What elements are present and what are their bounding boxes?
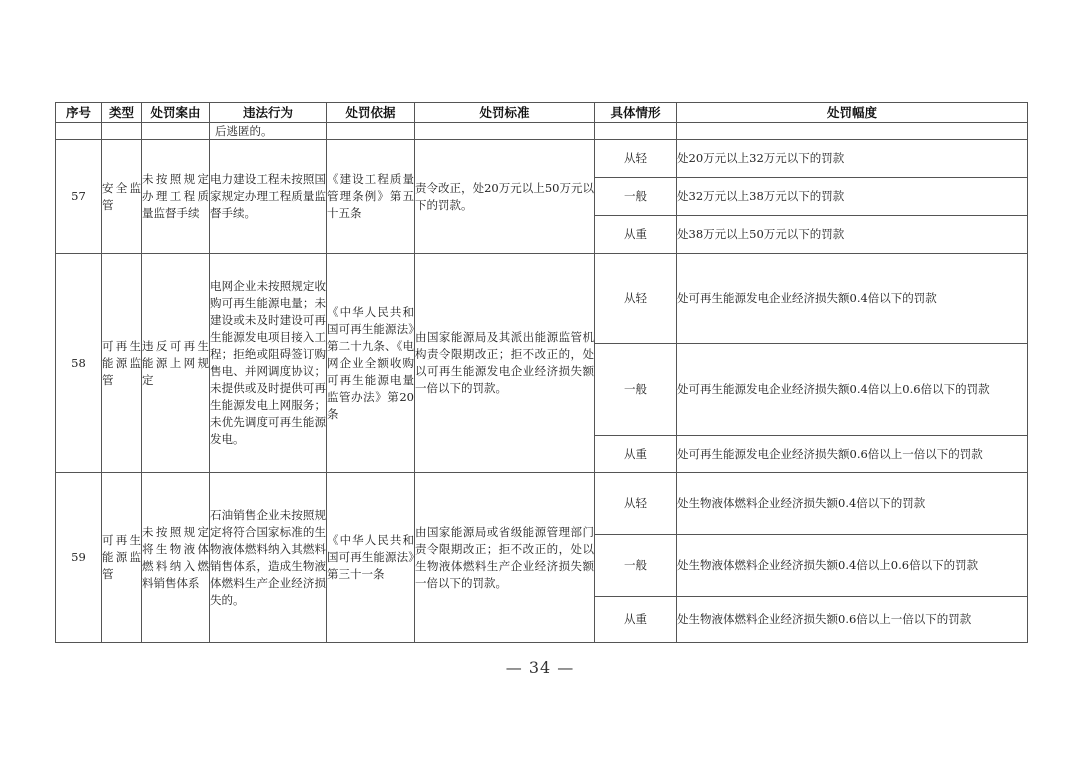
row-behavior: 电网企业未按照规定收购可再生能源电量；未建设或未及时建设可再生能源发电项目接入工程；拒绝或阻碍签订购售电、并网调度协议；未提供或及时提供可再生能源发电上网服务；未优先调度可再生能源发电。 xyxy=(210,254,327,473)
row-cause: 未按照规定办理工程质量监督手续 xyxy=(142,140,210,254)
detail-range: 处可再生能源发电企业经济损失额0.4倍以上0.6倍以下的罚款 xyxy=(677,344,1028,436)
header-range: 处罚幅度 xyxy=(677,103,1028,123)
row-number: 58 xyxy=(56,254,102,473)
detail-level: 从重 xyxy=(595,216,677,254)
detail-level: 一般 xyxy=(595,178,677,216)
continuation-row xyxy=(56,123,1028,140)
detail-range: 处生物液体燃料企业经济损失额0.6倍以上一倍以下的罚款 xyxy=(677,597,1028,643)
detail-range: 处可再生能源发电企业经济损失额0.4倍以下的罚款 xyxy=(677,254,1028,344)
header-behavior: 违法行为 xyxy=(210,103,327,123)
page-number: — 34 — xyxy=(505,658,575,677)
detail-level: 从重 xyxy=(595,597,677,643)
row-number: 57 xyxy=(56,140,102,254)
penalty-table xyxy=(55,102,1028,643)
detail-range: 处32万元以上38万元以下的罚款 xyxy=(677,178,1028,216)
continuation-behavior: 后逃匿的。 xyxy=(210,123,327,140)
row-behavior: 电力建设工程未按照国家规定办理工程质量监督手续。 xyxy=(210,140,327,254)
row-number: 59 xyxy=(56,473,102,643)
detail-range: 处20万元以上32万元以下的罚款 xyxy=(677,140,1028,178)
row-type: 可再生能源监管 xyxy=(102,254,142,473)
row-type: 安全监管 xyxy=(102,140,142,254)
row-standard: 由国家能源局及其派出能源监管机构责令限期改正；拒不改正的，处以可再生能源发电企业经济损失额一倍以下的罚款。 xyxy=(415,254,595,473)
row-basis: 《建设工程质量管理条例》第五十五条 xyxy=(327,140,415,254)
row-standard: 由国家能源局或省级能源管理部门责令限期改正；拒不改正的，处以生物液体燃料生产企业经济损失额一倍以下的罚款。 xyxy=(415,473,595,643)
header-detail: 具体情形 xyxy=(595,103,677,123)
header-cause: 处罚案由 xyxy=(142,103,210,123)
detail-level: 从轻 xyxy=(595,140,677,178)
table-header-row xyxy=(56,103,1028,123)
header-basis: 处罚依据 xyxy=(327,103,415,123)
detail-level: 一般 xyxy=(595,344,677,436)
detail-level: 从轻 xyxy=(595,473,677,535)
header-standard: 处罚标准 xyxy=(415,103,595,123)
detail-level: 一般 xyxy=(595,535,677,597)
row-type: 可再生能源监管 xyxy=(102,473,142,643)
table-row xyxy=(56,254,1028,344)
row-basis: 《中华人民共和国可再生能源法》第三十一条 xyxy=(327,473,415,643)
table-row xyxy=(56,140,1028,178)
detail-level: 从轻 xyxy=(595,254,677,344)
row-cause: 未按照规定将生物液体燃料纳入燃料销售体系 xyxy=(142,473,210,643)
header-type: 类型 xyxy=(102,103,142,123)
row-behavior: 石油销售企业未按照规定将符合国家标准的生物液体燃料纳入其燃料销售体系，造成生物液体燃料生产企业经济损失的。 xyxy=(210,473,327,643)
detail-range: 处生物液体燃料企业经济损失额0.4倍以下的罚款 xyxy=(677,473,1028,535)
row-standard: 责令改正，处20万元以上50万元以下的罚款。 xyxy=(415,140,595,254)
row-cause: 违反可再生能源上网规定 xyxy=(142,254,210,473)
header-no: 序号 xyxy=(56,103,102,123)
detail-range: 处38万元以上50万元以下的罚款 xyxy=(677,216,1028,254)
detail-range: 处可再生能源发电企业经济损失额0.6倍以上一倍以下的罚款 xyxy=(677,436,1028,473)
table-row xyxy=(56,473,1028,535)
detail-level: 从重 xyxy=(595,436,677,473)
row-basis: 《中华人民共和国可再生能源法》第二十九条、《电网企业全额收购可再生能源电量监管办法》第20条 xyxy=(327,254,415,473)
detail-range: 处生物液体燃料企业经济损失额0.4倍以上0.6倍以下的罚款 xyxy=(677,535,1028,597)
